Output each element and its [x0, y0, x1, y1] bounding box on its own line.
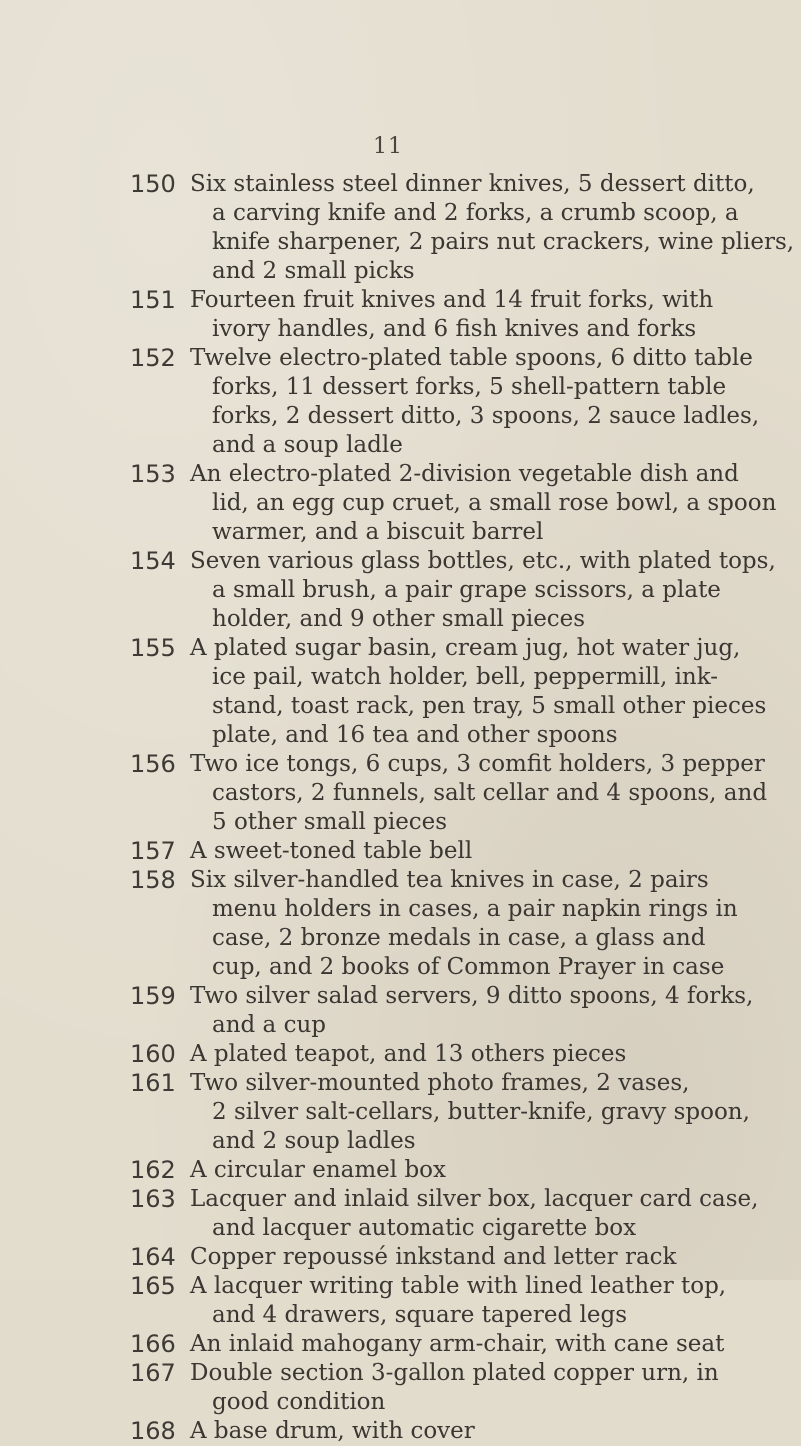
lot-number: 150	[130, 170, 176, 198]
lot-description-line: good condition	[212, 1389, 386, 1415]
lot-description-line: and a cup	[212, 1012, 327, 1038]
lot-number: 165	[130, 1272, 176, 1300]
lot-description-line: cup, and 2 books of Common Prayer in case	[212, 954, 725, 980]
lot-description-line: Double section 3-gallon plated copper urn, in	[190, 1360, 719, 1386]
lot-description	[190, 1243, 750, 1272]
lot-description	[190, 1156, 750, 1185]
lot-number: 164	[130, 1243, 176, 1271]
lot-description	[190, 170, 795, 286]
lot-description-line: Twelve electro-plated table spoons, 6 ditto table	[190, 345, 753, 371]
lot-description	[190, 344, 760, 460]
lot-number: 168	[130, 1417, 176, 1445]
lot-description	[190, 1272, 750, 1330]
lot-description-line: knife sharpener, 2 pairs nut crackers, wine pliers,	[212, 229, 795, 255]
lot-description-line: castors, 2 funnels, salt cellar and 4 spoons, and	[212, 780, 768, 806]
lot-description-line: menu holders in cases, a pair napkin rings in	[212, 896, 738, 922]
lot-description	[190, 460, 777, 547]
lot-description-line: and lacquer automatic cigarette box	[212, 1215, 637, 1241]
lot-description	[190, 1040, 750, 1069]
lot-description	[190, 866, 750, 982]
lot-description-line: Two silver salad servers, 9 ditto spoons, 4 forks,	[190, 983, 754, 1009]
lot-description-line: holder, and 9 other small pieces	[212, 606, 586, 632]
lot-number: 161	[130, 1069, 176, 1097]
lot-description-line: 2 silver salt-cellars, butter-knife, gravy spoon,	[212, 1099, 750, 1125]
lot-description-line: warmer, and a biscuit barrel	[212, 519, 544, 545]
lot-description-line: Six stainless steel dinner knives, 5 dessert ditto,	[190, 171, 755, 197]
lot-description	[190, 1330, 750, 1359]
lot-number: 155	[130, 634, 176, 662]
lot-description-line: stand, toast rack, pen tray, 5 small other pieces	[212, 693, 767, 719]
lot-description-line: 5 other small pieces	[212, 809, 448, 835]
lot-description	[190, 634, 767, 750]
lot-number: 152	[130, 344, 176, 372]
lot-description-line: plate, and 16 tea and other spoons	[212, 722, 618, 748]
lot-description	[190, 982, 754, 1040]
lot-description-line: An electro-plated 2-division vegetable dish and	[190, 461, 739, 487]
lot-description-line: and 2 soup ladles	[212, 1128, 416, 1154]
lot-number: 166	[130, 1330, 176, 1358]
lot-description-line: Six silver-handled tea knives in case, 2 pairs	[190, 867, 709, 893]
lot-description-line: Two ice tongs, 6 cups, 3 comfit holders, 3 pepper	[190, 751, 765, 777]
lot-description	[190, 1185, 759, 1243]
lot-number: 157	[130, 837, 176, 865]
lot-description-line: forks, 2 dessert ditto, 3 spoons, 2 sauce ladles,	[212, 403, 760, 429]
lot-description-line: A plated sugar basin, cream jug, hot water jug,	[190, 635, 741, 661]
page-folio: 11	[373, 134, 403, 159]
lot-description-line: Fourteen fruit knives and 14 fruit forks, with	[190, 287, 714, 313]
lot-description-line: a small brush, a pair grape scissors, a plate	[212, 577, 721, 603]
lot-description-line: A circular enamel box	[190, 1157, 446, 1183]
lot-description	[190, 1359, 750, 1417]
lot-description-line: Lacquer and inlaid silver box, lacquer card case,	[190, 1186, 759, 1212]
lot-description	[190, 286, 750, 344]
lot-description-line: lid, an egg cup cruet, a small rose bowl, a spoon	[212, 490, 777, 516]
lot-description-line: A lacquer writing table with lined leather top,	[190, 1273, 727, 1299]
lot-description-line: An inlaid mahogany arm-chair, with cane seat	[190, 1331, 725, 1357]
lot-description-line: Seven various glass bottles, etc., with plated tops,	[190, 548, 776, 574]
lot-number: 162	[130, 1156, 176, 1184]
lot-description-line: Copper repoussé inkstand and letter rack	[190, 1244, 677, 1270]
lot-description-line: forks, 11 dessert forks, 5 shell-pattern table	[212, 374, 727, 400]
lot-number: 163	[130, 1185, 176, 1213]
lot-description	[190, 750, 768, 837]
lot-number: 159	[130, 982, 176, 1010]
lot-number: 153	[130, 460, 176, 488]
lot-description	[190, 1069, 750, 1156]
lot-description-line: A base drum, with cover	[190, 1418, 475, 1444]
lot-number: 151	[130, 286, 176, 314]
lot-description-line: A plated teapot, and 13 others pieces	[190, 1041, 627, 1067]
lot-number: 154	[130, 547, 176, 575]
lot-number: 167	[130, 1359, 176, 1387]
lot-description-line: Two silver-mounted photo frames, 2 vases,	[190, 1070, 690, 1096]
lot-description-line: case, 2 bronze medals in case, a glass and	[212, 925, 706, 951]
lot-description	[190, 547, 776, 634]
lot-description-line: and 2 small picks	[212, 258, 415, 284]
lot-description-line: and 4 drawers, square tapered legs	[212, 1302, 628, 1328]
lot-description-line: ice pail, watch holder, bell, peppermill, ink-	[212, 664, 719, 690]
lot-description-line: and a soup ladle	[212, 432, 403, 458]
lot-number: 158	[130, 866, 176, 894]
lot-number: 156	[130, 750, 176, 778]
lot-description-line: ivory handles, and 6 fish knives and forks	[212, 316, 697, 342]
lot-description	[190, 837, 750, 866]
lot-description	[190, 1417, 750, 1446]
lot-description-line: A sweet-toned table bell	[190, 838, 473, 864]
lot-number: 160	[130, 1040, 176, 1068]
lot-description-line: a carving knife and 2 forks, a crumb scoop, a	[212, 200, 739, 226]
